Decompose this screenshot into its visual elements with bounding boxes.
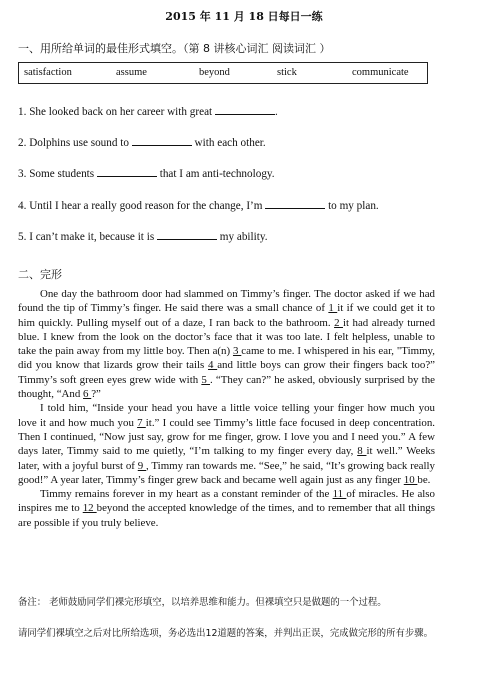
question-text-end: my ability. (219, 231, 268, 243)
answer-blank-2[interactable] (132, 134, 192, 146)
cloze-blank-8[interactable]: 8 (357, 445, 367, 458)
cloze-blank-4[interactable]: 4 (208, 359, 218, 372)
note-line-1: 备注： 老师鼓励同学们裸完形填空，以培养思维和能力。但裸填空只是做题的一个过程。 (18, 597, 387, 608)
word-bank-item: beyond (199, 67, 230, 78)
word-bank-item: communicate (352, 67, 409, 78)
answer-blank-5[interactable] (157, 228, 217, 240)
passage-text: of miracles. He also inspires me to (18, 488, 435, 515)
passage-text: it if we could get it to him quickly. Pulling myself out of a daze, I ran back to the bathroom. (18, 302, 435, 329)
passage-text: One day the bathroom door had slammed on Timmy’s finger. The doctor asked if we had found the tip of Timmy’s finger. He said there was a small chance of (18, 288, 435, 315)
word-bank-item: assume (116, 67, 147, 78)
passage-text: it.” I could see Timmy’s little face focused in deep concentration. Then I continued, “Now just say, grow for me finger, grow. I love you and I need you.” A few days later, Timmy said to me quietly, “I’m talking to my finger every day, (18, 416, 435, 458)
passage-text: beyond the accepted knowledge of the times, and to remember that all things are possible if you truly believe. (18, 502, 435, 529)
passage-text: I told him, “Inside your head you have a little voice telling your finger how much you love it and how much you (18, 402, 435, 429)
cloze-blank-7[interactable]: 7 (137, 416, 146, 429)
passage-text: came to me. I whispered in his ear, "Timmy, did you know that lizards grow their tails (18, 345, 436, 372)
question-text-end: with each other. (194, 137, 266, 149)
question-2 (18, 134, 266, 149)
question-1 (18, 103, 278, 118)
question-text-end: that I am anti-technology. (159, 168, 275, 180)
question-text: 1. She looked back on her career with great (18, 106, 213, 118)
answer-blank-3[interactable] (97, 165, 157, 177)
passage-text: , Timmy ran towards me. “See,” he said, “It’s growing back really good!” A year later, Timmy’s finger grew back and became well again just as any finger (18, 459, 435, 486)
passage-text: Timmy remains forever in my heart as a constant reminder of the (40, 488, 333, 501)
question-text: 2. Dolphins use sound to (18, 137, 129, 149)
question-3 (18, 165, 275, 180)
passage-text: it had already turned blue. I knew from the look on the doctor’s face that it was too late. I felt helpless, unable to take the pain away from my little boy. Then a(n) (18, 316, 436, 358)
passage-text: ?” (91, 388, 101, 401)
cloze-blank-1[interactable]: 1 (328, 302, 338, 315)
cloze-blank-6[interactable]: 6 (83, 388, 92, 401)
answer-blank-4[interactable] (265, 197, 325, 209)
passage-paragraph-2 (18, 401, 435, 487)
section1-heading: 一、用所给单词的最佳形式填空。（第 8 讲核心词汇 阅读词汇 ） (18, 42, 331, 55)
question-5 (18, 228, 268, 243)
cloze-blank-9[interactable]: 9 (137, 459, 147, 472)
question-4 (18, 197, 379, 212)
question-text-end: . (274, 106, 278, 118)
note-line-2: 请同学们裸填空之后对比所给选项，务必选出12道题的答案，并判出正误，完成做完形的所有步骤。 (18, 628, 434, 639)
passage-text: . “They can?” he asked, obviously surprised by the thought, “And (18, 373, 435, 401)
passage-text: it well.” Weeks later, with a joyful burst of (18, 445, 435, 472)
cloze-blank-3[interactable]: 3 (232, 345, 242, 358)
passage-paragraph-1 (18, 287, 435, 401)
word-bank-item: stick (277, 67, 297, 78)
passage-text: be. (417, 473, 431, 486)
question-text: 3. Some students (18, 168, 95, 180)
question-text-end: to my plan. (328, 200, 379, 212)
word-bank-item: satisfaction (24, 67, 72, 78)
cloze-blank-2[interactable]: 2 (334, 316, 343, 329)
cloze-blank-11[interactable]: 11 (332, 488, 347, 501)
word-bank-box (18, 62, 428, 84)
section2-heading: 二、完形 (18, 268, 62, 281)
page-title: 2015 年 11 月 18 日每日一练 (165, 10, 323, 23)
question-text: 4. Until I hear a really good reason for the change, I’m (18, 200, 263, 212)
cloze-blank-5[interactable]: 5 (201, 373, 210, 386)
answer-blank-1[interactable] (215, 103, 275, 115)
passage-paragraph-3 (18, 487, 435, 530)
question-text: 5. I can’t make it, because it is (18, 231, 155, 243)
cloze-blank-10[interactable]: 10 (403, 473, 418, 486)
cloze-passage (18, 287, 435, 530)
cloze-blank-12[interactable]: 12 (82, 502, 97, 515)
passage-text: and little boys can grow their fingers back too?” Timmy’s soft green eyes grew wide with (18, 359, 435, 386)
